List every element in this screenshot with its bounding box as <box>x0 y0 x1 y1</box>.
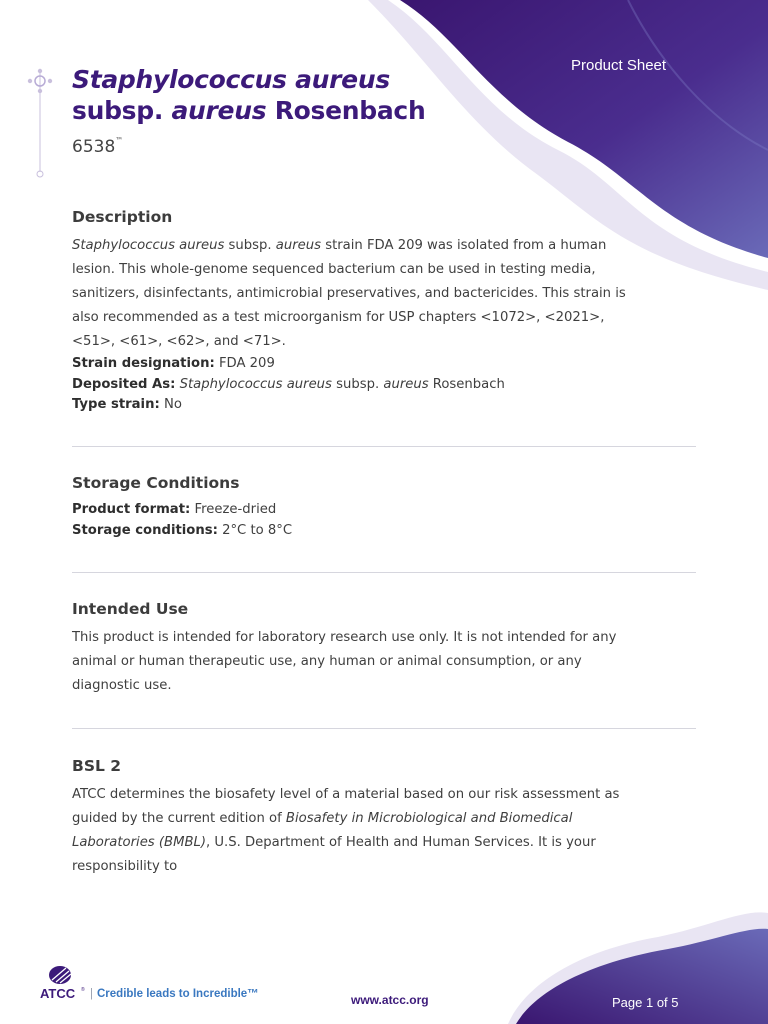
website-link[interactable]: www.atcc.org <box>351 993 429 1007</box>
type-strain-row <box>72 395 632 416</box>
intended-use-text: This product is intended for laboratory research use only. It is not intended for any animal or human therapeutic use, any human or animal consumption, or any diagnostic use. <box>72 630 617 693</box>
title-authority: Rosenbach <box>274 96 426 125</box>
title-subsp-prefix: subsp. <box>72 96 164 125</box>
intended-use-heading: Intended Use <box>72 600 189 618</box>
deposited-authority: Rosenbach <box>432 376 505 392</box>
strain-designation-row <box>72 354 632 375</box>
desc-subsp: subsp. <box>228 238 272 253</box>
molecule-icon <box>24 68 56 180</box>
storage-conditions-label: Storage conditions: <box>72 522 218 538</box>
section-divider <box>72 446 696 447</box>
deposited-label: Deposited As: <box>72 376 176 392</box>
tagline-text: Credible leads to Incredible™ <box>97 988 259 1000</box>
bsl-text-part-a: ATCC determines the biosafety level of a material based on our risk assessment as guided by the current edition of <box>72 787 620 826</box>
title-species: Staphylococcus aureus <box>72 65 390 94</box>
deposited-subsp: subsp. <box>336 376 380 392</box>
description-paragraph <box>72 234 632 354</box>
bmbl-title: Biosafety in Microbiological and Biomedical Laboratories (BMBL) <box>72 811 573 850</box>
section-divider <box>72 728 696 729</box>
trademark-symbol: ™ <box>115 136 124 145</box>
section-divider <box>72 572 696 573</box>
storage-heading: Storage Conditions <box>72 474 240 492</box>
type-strain-label: Type strain: <box>72 397 160 412</box>
desc-text: strain FDA 209 was isolated from a human lesion. This whole-genome sequenced bacterium can be used in testing media, sanitizers, disinfectants, antimicrobial preservatives, and bactericides. This strain is also recommended as a test microorganism for USP chapters <1072>, <2021>, <51>, <61>, <62>, and <71>. <box>72 238 626 349</box>
deposited-subsp-name: aureus <box>383 376 429 392</box>
intended-use-section <box>72 600 632 698</box>
catalog-number <box>72 136 123 157</box>
tagline: | Credible leads to Incredible™ <box>90 988 259 1000</box>
storage-conditions-value: 2°C to 8°C <box>222 522 293 538</box>
product-format-label: Product format: <box>72 502 191 517</box>
strain-value: FDA 209 <box>218 356 275 371</box>
description-heading: Description <box>72 208 173 226</box>
bsl-heading: BSL 2 <box>72 757 122 775</box>
bsl-section <box>72 757 632 879</box>
description-section <box>72 208 632 416</box>
page-number: Page 1 of 5 <box>612 995 679 1010</box>
strain-label: Strain designation: <box>72 356 215 371</box>
catalog-number-value: 6538 <box>72 137 116 157</box>
desc-subsp-name: aureus <box>275 238 322 253</box>
bsl-text <box>72 783 632 879</box>
desc-species: Staphylococcus aureus <box>72 238 225 253</box>
registered-mark: ® <box>81 987 85 993</box>
storage-conditions-row <box>72 521 632 542</box>
bsl-text-part-b: , U.S. Department of Health and Human Services. It is your responsibility to <box>72 835 596 874</box>
storage-section <box>72 474 632 541</box>
product-format-row <box>72 500 632 521</box>
page-title <box>72 64 425 126</box>
title-subsp-name: aureus <box>171 96 267 125</box>
atcc-logo[interactable] <box>38 962 88 1002</box>
deposited-species: Staphylococcus aureus <box>179 376 332 392</box>
deposited-as-row <box>72 375 632 396</box>
product-sheet-label: Product Sheet <box>571 57 667 74</box>
atcc-logo-text: ATCC <box>40 986 76 1001</box>
type-strain-value: No <box>163 397 182 412</box>
product-format-value: Freeze-dried <box>194 502 277 517</box>
